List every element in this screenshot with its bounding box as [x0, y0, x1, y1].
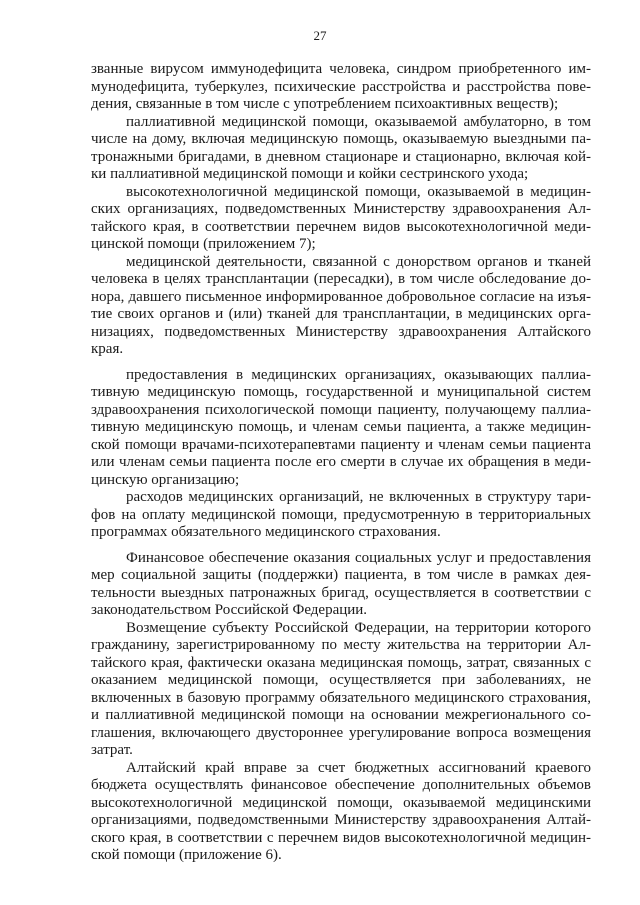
text-line: фов на оплату медицинской помощи, предусмотренную в территориальных — [91, 506, 591, 523]
text-line: оказанием медицинской помощи, осуществляется при заболеваниях, не — [91, 672, 591, 688]
paragraph — [91, 367, 591, 490]
text-line: ских организациях, подведомственных Министерству здравоохранения Ал- — [91, 201, 591, 217]
text-line: бюджета осуществлять финансовое обеспечение дополнительных объемов — [91, 777, 591, 793]
text-line: тайского края, в соответствии перечнем видов высокотехнологичной меди- — [91, 218, 591, 235]
text-line: или членам семьи пациента после его смерти в случае их обращения в меди- — [91, 454, 591, 470]
document-body — [91, 61, 591, 865]
text-line: тельности выездных патронажных бригад, осуществляется в соответствии с — [91, 584, 591, 601]
paragraph — [91, 61, 591, 114]
text-line: низациях, подведомственных Министерству здравоохранения Алтайского — [91, 323, 591, 340]
text-line: и паллиативной медицинской помощи на основании межрегионального со- — [91, 707, 591, 723]
text-line: глашения, включающего двустороннее урегулирование вопроса возмещения — [91, 724, 591, 741]
text-line: медицинской деятельности, связанной с донорством органов и тканей — [126, 253, 591, 270]
text-line: ской помощи врачами-психотерапевтами пациенту и членам семьи пациента — [91, 436, 591, 453]
text-line: программах обязательного медицинского страхования. — [91, 524, 441, 540]
text-line: мер социальной защиты (поддержки) пациента, в том числе в рамках дея- — [91, 567, 591, 583]
text-line: Возмещение субъекту Российской Федерации, на территории которого — [126, 619, 591, 636]
paragraph — [91, 620, 591, 760]
text-line: организациями, подведомственными Министерству здравоохранения Алтай- — [91, 812, 591, 828]
text-line: Алтайский край вправе за счет бюджетных ассигнований краевого — [126, 759, 591, 776]
text-line: человека в целях трансплантации (пересадки), в том числе обследование до- — [91, 271, 591, 287]
text-line: расходов медицинских организаций, не включенных в структуру тари- — [126, 489, 591, 505]
text-line: края. — [91, 341, 124, 357]
text-line: гражданину, зарегистрированному по месту жительства на территории Ал- — [91, 637, 591, 653]
text-line: паллиативной медицинской помощи, оказываемой амбулаторно, в том — [126, 113, 591, 130]
page-number: 27 — [313, 28, 327, 43]
text-line: законодательством Российской Федерации. — [91, 602, 368, 618]
paragraph — [91, 254, 591, 359]
text-line: цинскую организацию; — [91, 471, 240, 488]
text-line: затрат. — [91, 742, 133, 758]
text-line: высокотехнологичной медицинской помощи, оказываемой в медицин- — [126, 183, 591, 200]
text-line: ки паллиативной медицинской помощи и койки сестринского ухода; — [91, 166, 529, 182]
text-line: тивную медицинскую помощь, и членам семьи пациента, а также медицин- — [91, 419, 591, 435]
text-line: ской помощи (приложение 6). — [91, 847, 282, 863]
text-line: тие своих органов и (или) тканей для трансплантации, в медицинских орга- — [91, 306, 591, 322]
text-line: цинской помощи (приложением 7); — [91, 236, 316, 252]
text-line: тивную медицинскую помощь, государственной и муниципальной систем — [91, 384, 591, 400]
text-line: высокотехнологичной медицинской помощи, оказываемой медицинскими — [91, 794, 591, 811]
text-line: званные вирусом иммунодефицита человека, синдром приобретенного им- — [91, 61, 591, 77]
text-line: Финансовое обеспечение оказания социальных услуг и предоставления — [126, 549, 591, 566]
text-line: здравоохранения психологической помощи пациенту, получающему паллиа- — [91, 401, 591, 418]
paragraph — [91, 550, 591, 620]
paragraph — [91, 114, 591, 184]
paragraph — [91, 184, 591, 254]
text-line: включенных в базовую программу обязательного медицинского страхования, — [91, 689, 591, 706]
text-line: предоставления в медицинских организациях, оказывающих паллиа- — [126, 366, 591, 383]
text-line: ского края, в соответствии с перечнем видов высокотехнологичной медицин- — [91, 829, 591, 846]
text-line: тайского края, фактически оказана медицинская помощь, затрат, связанных с — [91, 654, 591, 671]
text-line: нора, давшего письменное информированное добровольное согласие на изъя- — [91, 288, 591, 305]
paragraph — [91, 489, 591, 542]
text-line: тронажными бригадами, в дневном стационаре и стационарно, включая кой- — [91, 148, 591, 165]
paragraph — [91, 760, 591, 865]
text-line: дения, связанные в том числе с употреблением психоактивных веществ); — [91, 96, 559, 112]
text-line: мунодефицита, туберкулез, психические расстройства и расстройства пове- — [91, 78, 591, 95]
text-line: числе на дому, включая медицинскую помощь, оказываемую выездными па- — [91, 131, 591, 147]
